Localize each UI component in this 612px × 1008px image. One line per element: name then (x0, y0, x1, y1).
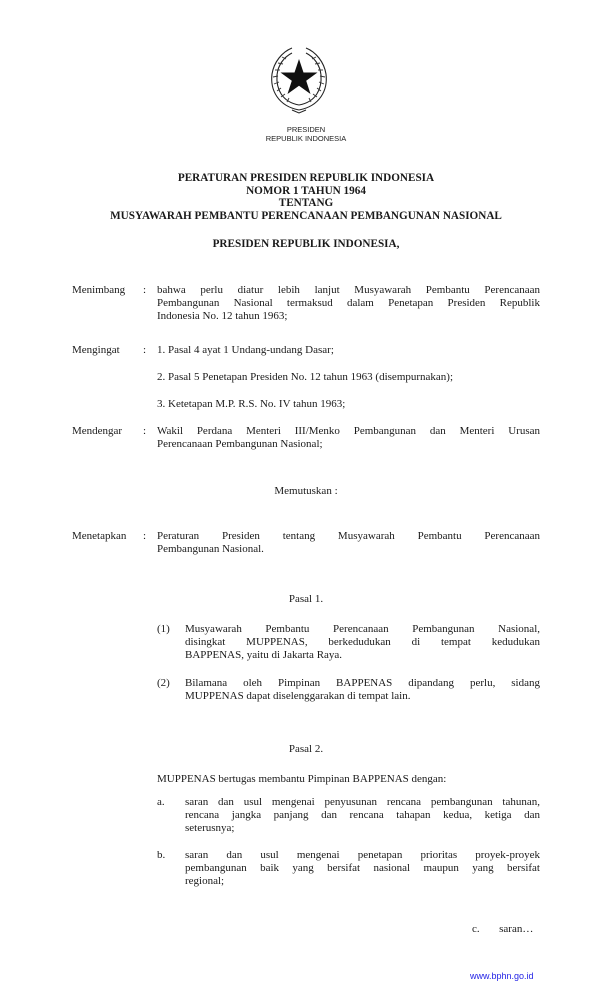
pasal-2-heading: Pasal 2. (288, 743, 324, 755)
menetapkan-line: Pembangunan Nasional. (157, 543, 264, 555)
mendengar-line: Perencanaan Pembangunan Nasional; (157, 438, 323, 450)
menimbang-line: Pembangunan Nasional termaksud dalam Penetapan Presiden Republik (157, 297, 540, 309)
item-line: MUPPENAS dapat diselenggarakan di tempat lain. (185, 690, 411, 702)
menimbang-line: bahwa perlu diatur lebih lanjut Musyawarah Pembantu Perencanaan (157, 284, 540, 296)
mengingat-colon: : (143, 344, 147, 356)
next-item-letter: c. (472, 923, 480, 935)
bphn-website-link[interactable]: www.bphn.go.id (470, 971, 534, 981)
emblem-caption-republic: REPUBLIK INDONESIA (265, 134, 347, 143)
next-item-word: saran… (499, 923, 534, 935)
mendengar-label: Mendengar (72, 425, 123, 437)
regulation-subject: MUSYAWARAH PEMBANTU PERENCANAAN PEMBANGUNAN NASIONAL (110, 209, 502, 222)
item-line: BAPPENAS, yaitu di Jakarta Raya. (185, 649, 343, 661)
item-text (185, 796, 540, 835)
menetapkan-label: Menetapkan (72, 530, 127, 542)
item-line: Musyawarah Pembantu Perencanaan Pembangunan Nasional, (185, 623, 540, 635)
item-text (185, 849, 540, 888)
emblem-caption-president: PRESIDEN (286, 125, 326, 134)
item-number: (2) (157, 677, 170, 689)
item-line: pembangunan baik yang bersifat nasional maupun yang bersifat (185, 862, 540, 874)
menetapkan-colon: : (143, 530, 147, 542)
item-text (185, 677, 540, 703)
item-letter: b. (157, 849, 166, 861)
mengingat-item: 3. Ketetapan M.P. R.S. No. IV tahun 1963; (157, 398, 346, 410)
item-line: saran dan usul mengenai penetapan prioritas proyek-proyek (185, 849, 540, 861)
item-letter: a. (157, 796, 165, 808)
item-line: Bilamana oleh Pimpinan BAPPENAS dipandang perlu, sidang (185, 677, 540, 689)
regulation-title: PERATURAN PRESIDEN REPUBLIK INDONESIA (177, 172, 435, 184)
menimbang-label: Menimbang (72, 284, 126, 296)
next-page-catchword (472, 923, 533, 936)
memutuskan-heading: Memutuskan : (274, 485, 338, 497)
mengingat-item: 1. Pasal 4 ayat 1 Undang-undang Dasar; (157, 344, 334, 356)
menimbang-text (157, 284, 540, 323)
item-line: saran dan usul mengenai penyusunan rencana pembangunan tahunan, (185, 796, 540, 808)
mendengar-text (157, 425, 540, 451)
pasal-1-heading: Pasal 1. (288, 593, 324, 605)
regulation-tentang: TENTANG (278, 197, 334, 209)
menetapkan-text (157, 530, 540, 556)
menimbang-colon: : (143, 284, 147, 296)
item-number: (1) (157, 623, 170, 635)
item-line: disingkat MUPPENAS, berkedudukan di tempat kedudukan (185, 636, 540, 648)
item-line: seterusnya; (185, 822, 235, 834)
menetapkan-line: Peraturan Presiden tentang Musyawarah Pembantu Perencanaan (157, 530, 540, 542)
pasal-2-intro: MUPPENAS bertugas membantu Pimpinan BAPPENAS dengan: (157, 773, 447, 785)
item-line: rencana jangka panjang dan rencana tahapan kedua, ketiga dan (185, 809, 540, 821)
mengingat-label: Mengingat (72, 344, 120, 356)
garuda-emblem-icon (268, 44, 330, 118)
item-text (185, 623, 540, 662)
mendengar-colon: : (143, 425, 147, 437)
item-line: regional; (185, 875, 225, 887)
mendengar-line: Wakil Perdana Menteri III/Menko Pembangunan dan Menteri Urusan (157, 425, 540, 437)
regulation-number: NOMOR 1 TAHUN 1964 (246, 184, 366, 197)
issuer-heading: PRESIDEN REPUBLIK INDONESIA, (212, 238, 400, 250)
mengingat-item: 2. Pasal 5 Penetapan Presiden No. 12 tahun 1963 (disempurnakan); (157, 371, 454, 383)
menimbang-line: Indonesia No. 12 tahun 1963; (157, 310, 288, 322)
